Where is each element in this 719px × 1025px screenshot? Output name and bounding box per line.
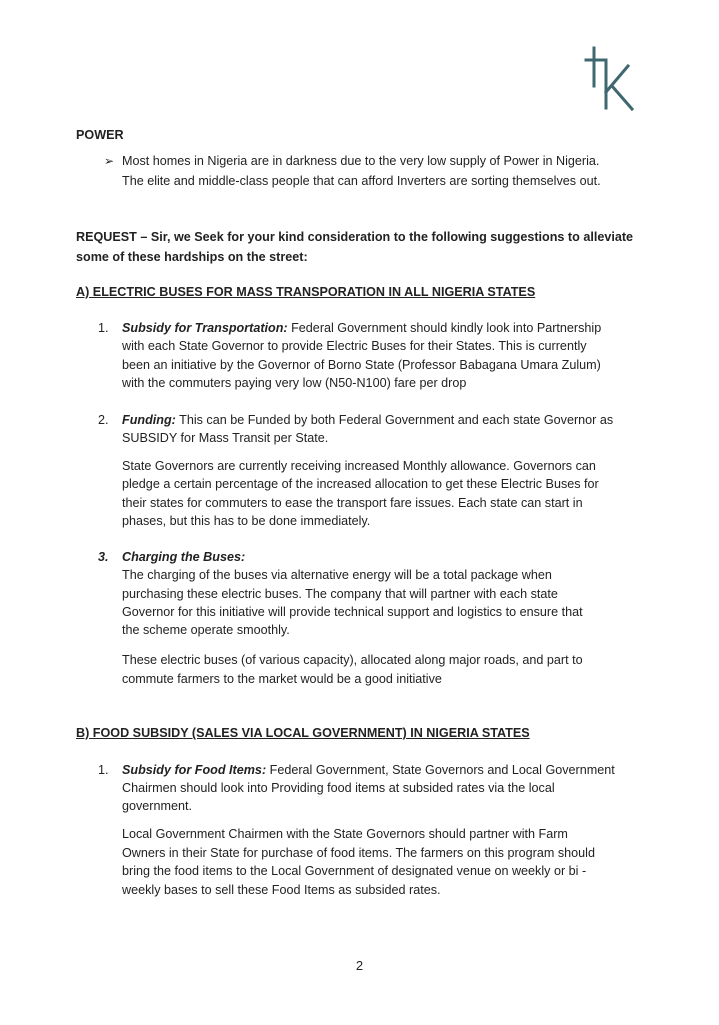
item-a2-line-2: SUBSIDY for Mass Transit per State. — [122, 431, 329, 445]
item-b1-line-2: Chairmen should look into Providing food items at subsided rates via the local — [122, 781, 555, 795]
item-a3-para-line-1: These electric buses (of various capacity), allocated along major roads, and part to — [122, 653, 583, 667]
item-a1-line-3: been an initiative by the Governor of Borno State (Professor Babagana Umara Zulum) — [122, 358, 601, 372]
item-a3-number: 3. — [98, 550, 109, 564]
power-bullet-line-1: Most homes in Nigeria are in darkness due to the very low supply of Power in Nigeria. — [122, 154, 600, 168]
item-a1-label: Subsidy for Transportation: — [122, 321, 288, 335]
item-a1-number: 1. — [98, 321, 109, 335]
item-b1-number: 1. — [98, 763, 109, 777]
power-bullet-line-2: The elite and middle-class people that can afford Inverters are sorting themselves out. — [122, 174, 601, 188]
item-a3-para-line-2: commute farmers to the market would be a good initiative — [122, 672, 442, 686]
request-line-2: some of these hardships on the street: — [76, 250, 308, 264]
item-a3-label: Charging the Buses: — [122, 550, 246, 564]
item-b1-para-line-4: weekly bases to sell these Food Items as subsided rates. — [122, 883, 441, 897]
item-a2-para-line-4: phases, but this has to be done immediately. — [122, 514, 371, 528]
item-b1-para-line-2: Owners in their State for purchase of food items. The farmers on this program should — [122, 846, 595, 860]
power-heading: POWER — [76, 128, 124, 142]
item-a2-para-line-3: their states for commuters to ease the transport fare issues. Each state can start in — [122, 496, 583, 510]
item-a1-line-1: Subsidy for Transportation: Federal Government should kindly look into Partnership — [122, 321, 602, 335]
item-b1-line-1: Subsidy for Food Items: Federal Government, State Governors and Local Government — [122, 763, 615, 777]
item-b1-para-line-3: bring the food items to the Local Government of designated venue on weekly or bi - — [122, 864, 587, 878]
item-a1-line-4: with the commuters paying very low (N50-N100) fare per drop — [122, 376, 467, 390]
item-a3-line-3: Governor for this initiative will provide technical support and logistics to ensure that — [122, 605, 583, 619]
tk-logo — [584, 46, 640, 112]
item-a2-line-1: Funding: This can be Funded by both Federal Government and each state Governor as — [122, 413, 614, 427]
item-a2-para-line-2: pledge a certain percentage of the increased allocation to get these Electric Buses for — [122, 477, 599, 491]
item-b1-line-3: government. — [122, 799, 193, 813]
section-a-title: A) ELECTRIC BUSES FOR MASS TRANSPORATION IN ALL NIGERIA STATES — [76, 285, 536, 299]
section-b-title: B) FOOD SUBSIDY (SALES VIA LOCAL GOVERNMENT) IN NIGERIA STATES — [76, 726, 530, 740]
item-a2-para-line-1: State Governors are currently receiving increased Monthly allowance. Governors can — [122, 459, 596, 473]
request-line-1: REQUEST – Sir, we Seek for your kind consideration to the following suggestions to alleviate — [76, 230, 634, 244]
arrow-bullet-icon: ➢ — [104, 154, 115, 168]
item-a2-number: 2. — [98, 413, 109, 427]
item-b1-label: Subsidy for Food Items: — [122, 763, 267, 777]
item-a3-line-2: purchasing these electric buses. The company that will partner with each state — [122, 587, 558, 601]
item-a2-label: Funding: — [122, 413, 176, 427]
page-number: 2 — [355, 958, 364, 973]
item-b1-para-line-1: Local Government Chairmen with the State Governors should partner with Farm — [122, 827, 568, 841]
item-a1-line-2: with each State Governor to provide Electric Buses for their States. This is currently — [122, 339, 587, 353]
item-a3-line-1: The charging of the buses via alternative energy will be a total package when — [122, 568, 552, 582]
item-a3-line-4: the scheme operate smoothly. — [122, 623, 290, 637]
